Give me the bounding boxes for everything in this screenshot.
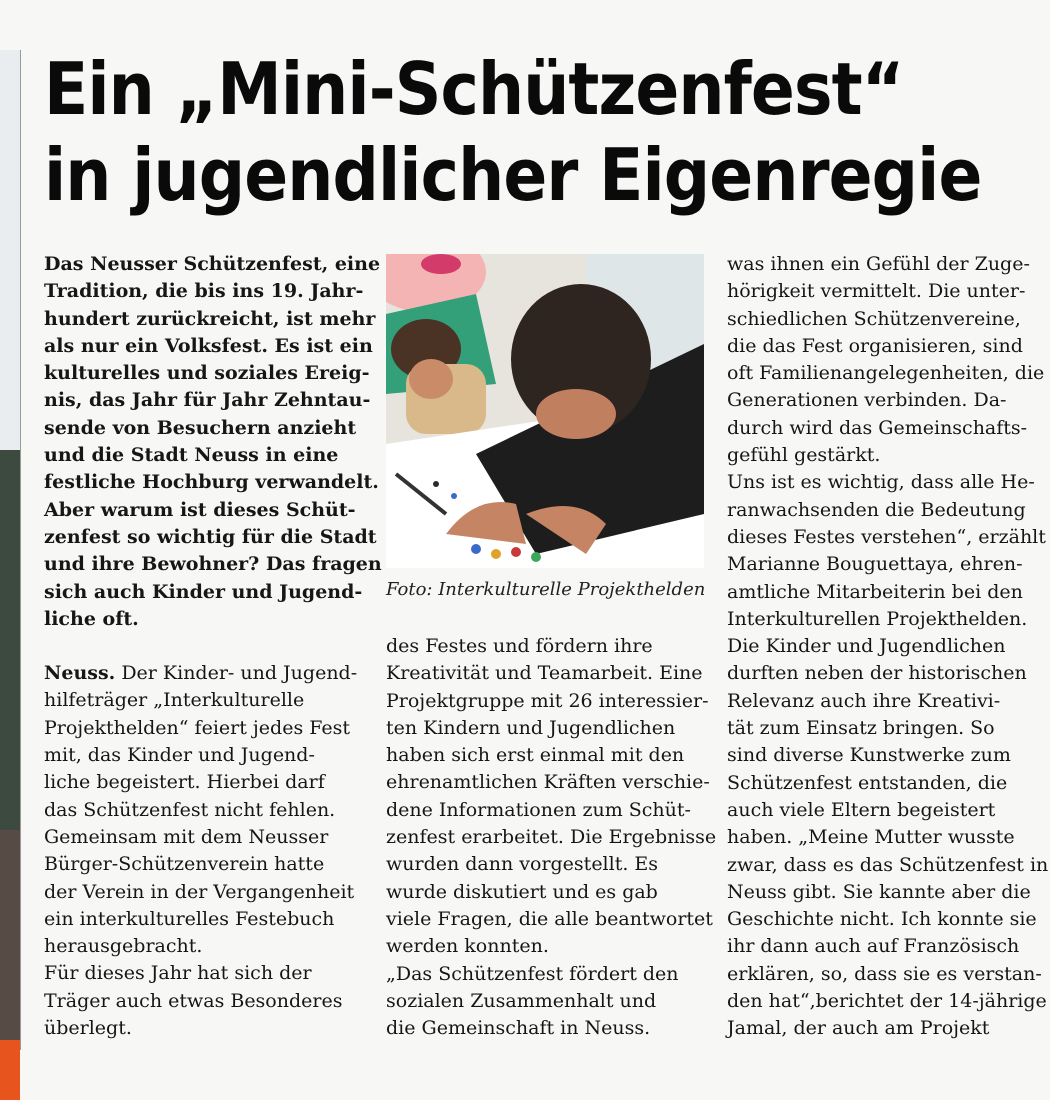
article-photo <box>386 254 704 568</box>
text-line: Das Neusser Schützenfest, eine <box>44 253 381 275</box>
text-line: auch viele Eltern begeistert <box>727 798 996 821</box>
text-line: wurden dann vorgestellt. Es <box>386 853 659 876</box>
text-line: Relevanz auch ihre Kreativi- <box>727 689 1001 712</box>
text-line: erklären, so, dass sie es verstan- <box>727 962 1042 985</box>
text-line: hilfeträger „Interkulturelle <box>44 689 305 712</box>
text-line: Marianne Bouguettaya, ehren- <box>727 553 1023 576</box>
headline-line: in jugendlicher Eigenregie <box>44 133 982 217</box>
strip-segment <box>0 450 20 830</box>
text-line: Projekthelden“ feiert jedes Fest <box>44 716 351 739</box>
text-line: die das Fest organisieren, sind <box>727 334 1023 357</box>
article-column-1 <box>44 251 382 1042</box>
text-line: haben. „Meine Mutter wusste <box>727 826 1015 849</box>
text-line: wurde diskutiert und es gab <box>386 880 658 903</box>
text-line: ihr dann auch auf Französisch <box>727 935 1020 958</box>
lead-paragraph <box>44 251 382 633</box>
text-line: Schützenfest entstanden, die <box>727 771 1008 794</box>
text-line: sozialen Zusammenhalt und <box>386 989 657 1012</box>
headline-line: Ein „Mini-Schützenfest“ <box>44 47 904 131</box>
text-line: Aber warum ist dieses Schüt- <box>44 498 356 521</box>
text-line: Jamal, der auch am Projekt <box>727 1017 990 1040</box>
text-line: herausgebracht. <box>44 935 203 958</box>
adjacent-article-photo-strip <box>0 50 21 1050</box>
text-line: festliche Hochburg verwandelt. <box>44 471 379 494</box>
text-line: werden konnten. <box>386 935 549 958</box>
text-line: Interkulturellen Projekthelden. <box>727 607 1028 630</box>
text-line: dene Informationen zum Schüt- <box>386 798 691 821</box>
strip-segment <box>0 1040 20 1100</box>
text-line: Träger auch etwas Besonderes <box>44 989 343 1012</box>
strip-segment <box>0 830 20 1050</box>
text-line: den hat“,berichtet der 14-jährige <box>727 990 1047 1013</box>
text-line: durften neben der historischen <box>727 662 1027 685</box>
text-line: gefühl gestärkt. <box>727 444 881 467</box>
text-line: Uns ist es wichtig, dass alle He- <box>727 471 1035 494</box>
text-line: des Festes und fördern ihre <box>386 635 653 657</box>
text-line: zenfest so wichtig für die Stadt <box>44 525 377 548</box>
body-paragraph <box>44 660 359 1042</box>
text-line: als nur ein Volksfest. Es ist ein <box>44 334 373 357</box>
text-line: schiedlichen Schützenvereine, <box>727 307 1021 330</box>
text-line: und die Stadt Neuss in eine <box>44 444 339 467</box>
text-line: was ihnen ein Gefühl der Zuge- <box>727 253 1030 275</box>
text-line: Kreativität und Teamarbeit. Eine <box>386 662 703 685</box>
photo-caption: Foto: Interkulturelle Projekthelden <box>386 579 706 600</box>
text-line: Bürger-Schützenverein hatte <box>44 853 325 876</box>
strip-segment <box>0 50 20 450</box>
text-line: zenfest erarbeitet. Die Ergebnisse <box>386 826 717 849</box>
text-line: sich auch Kinder und Jugend- <box>44 580 363 603</box>
text-line: kulturelles und soziales Ereig- <box>44 362 370 385</box>
article-column-2 <box>386 633 717 1042</box>
text-line: amtliche Mitarbeiterin bei den <box>727 580 1023 603</box>
text-line: Die Kinder und Jugendlichen <box>727 635 1006 658</box>
text-line: sind diverse Kunstwerke zum <box>727 744 1011 767</box>
text-line: mit, das Kinder und Jugend- <box>44 744 315 767</box>
text-line: Für dieses Jahr hat sich der <box>44 962 312 985</box>
headline <box>44 46 982 218</box>
text-line: zwar, dass es das Schützenfest in <box>727 853 1049 876</box>
text-line: Gemeinsam mit dem Neusser <box>44 825 329 848</box>
text-line: tät zum Einsatz bringen. So <box>727 717 995 740</box>
text-line: Geschichte nicht. Ich konnte sie <box>727 908 1037 931</box>
text-line: der Verein in der Vergangenheit <box>44 880 355 903</box>
children-painting-illustration <box>386 254 704 568</box>
text-line: ehrenamtlichen Kräften verschie- <box>386 771 710 794</box>
dateline: Neuss. <box>44 662 116 685</box>
text-line: „Das Schützenfest fördert den <box>386 962 679 985</box>
text-line: überlegt. <box>44 1017 132 1040</box>
text-line <box>44 660 359 687</box>
text-line: hörigkeit vermittelt. Die unter- <box>727 280 1026 303</box>
text-line: sende von Besuchern anzieht <box>44 416 357 439</box>
text-line: durch wird das Gemeinschafts- <box>727 416 1028 439</box>
text-line: nis, das Jahr für Jahr Zehntau- <box>44 389 371 412</box>
text-line: dieses Festes verstehen“, erzählt <box>727 525 1046 548</box>
text-line: liche begeistert. Hierbei darf <box>44 771 325 794</box>
text-line: hundert zurückreicht, ist mehr <box>44 307 376 330</box>
text-line: Projektgruppe mit 26 interessier- <box>386 689 709 712</box>
text-line: die Gemeinschaft in Neuss. <box>386 1017 651 1040</box>
text-line: ranwachsenden die Bedeutung <box>727 498 1026 521</box>
text-line: und ihre Bewohner? Das fragen <box>44 553 382 576</box>
text-line: ein interkulturelles Festebuch <box>44 907 335 930</box>
text-line: viele Fragen, die alle beantwortet <box>386 907 713 930</box>
text-line: Neuss gibt. Sie kannte aber die <box>727 880 1031 903</box>
text-line: Generationen verbinden. Da- <box>727 389 1007 412</box>
text-line: haben sich erst einmal mit den <box>386 744 685 767</box>
text-line: ten Kindern und Jugendlichen <box>386 716 676 739</box>
text-line: Tradition, die bis ins 19. Jahr- <box>44 280 364 303</box>
text-line: oft Familienangelegenheiten, die <box>727 362 1045 385</box>
text-line: das Schützenfest nicht fehlen. <box>44 798 336 821</box>
article-column-3 <box>727 251 1047 1043</box>
text-line: liche oft. <box>44 607 139 630</box>
text-run: Der Kinder- und Jugend- <box>115 662 358 685</box>
